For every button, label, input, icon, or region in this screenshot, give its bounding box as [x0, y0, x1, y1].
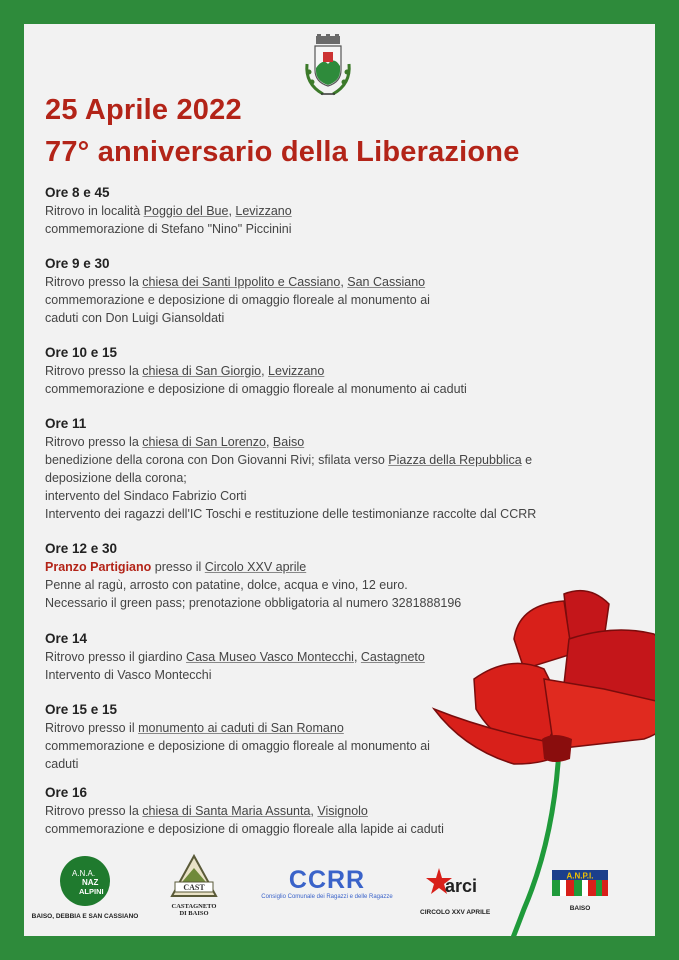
- event-line: [45, 451, 605, 469]
- text-span: ,: [265, 435, 273, 449]
- place-link[interactable]: chiesa di Santa Maria Assunta: [142, 804, 311, 818]
- text-span: commemorazione di Stefano "Nino" Piccinini: [45, 222, 292, 236]
- event-line: [45, 558, 605, 576]
- place-link[interactable]: Piazza della Repubblica: [388, 453, 522, 467]
- event-line: [45, 487, 605, 505]
- event-time: Ore 15 e 15: [45, 702, 118, 717]
- event-time: Ore 11: [45, 416, 87, 431]
- text-span: commemorazione e deposizione di omaggio floreale al monumento ai: [45, 293, 430, 307]
- ccrr-logo: [252, 866, 402, 900]
- text-span: Intervento di Vasco Montecchi: [45, 668, 212, 682]
- municipal-crest-icon: [301, 34, 355, 100]
- event-time: Ore 8 e 45: [45, 185, 110, 200]
- anpi-mark: A.N.P.I.: [566, 871, 594, 881]
- event-time: Ore 9 e 30: [45, 256, 110, 271]
- text-span: Ritrovo presso la: [45, 435, 143, 449]
- text-span: intervento del Sindaco Fabrizio Corti: [45, 489, 247, 503]
- title-anniversary: 77° anniversario della Liberazione: [45, 136, 520, 168]
- text-span: ,: [353, 650, 361, 664]
- text-span: ,: [340, 275, 348, 289]
- cast-caption-2: DI BAISO: [179, 910, 209, 917]
- event-time: Ore 14: [45, 631, 88, 646]
- place-link[interactable]: Baiso: [272, 435, 305, 449]
- place-link[interactable]: chiesa dei Santi Ippolito e Cassiano: [142, 275, 341, 289]
- event-time: Ore 12 e 30: [45, 541, 118, 556]
- cast-logo: [164, 852, 224, 917]
- text-span: ,: [310, 804, 318, 818]
- text-span: Necessario il green pass; prenotazione obbligatoria al numero 3281888196: [45, 596, 462, 610]
- alpini-badge-icon: [58, 854, 112, 908]
- arci-mark: arci: [445, 876, 478, 896]
- text-span: Ritrovo presso la: [45, 275, 143, 289]
- event-line: [45, 309, 605, 327]
- title-date: 25 Aprile 2022: [45, 94, 242, 126]
- text-span: Ritrovo presso la: [45, 804, 143, 818]
- event-line: [45, 273, 605, 291]
- text-span: Penne al ragù, arrosto con patatine, dolce, acqua e vino, 12 euro.: [45, 578, 408, 592]
- event-item: [45, 255, 605, 327]
- event-line: [45, 433, 605, 451]
- alpini-text: NAZ: [82, 878, 99, 887]
- text-span: commemorazione e deposizione di omaggio floreale al monumento ai: [45, 739, 430, 753]
- text-span: presso il: [151, 560, 205, 574]
- alpini-caption: BAISO, DEBBIA E SAN CASSIANO: [31, 913, 139, 920]
- place-link[interactable]: Castagneto: [360, 650, 425, 664]
- place-link[interactable]: chiesa di San Lorenzo: [142, 435, 266, 449]
- place-link[interactable]: monumento ai caduti di San Romano: [138, 721, 344, 735]
- text-span: caduti con Don Luigi Giansoldati: [45, 311, 225, 325]
- cast-mountain-icon: [169, 852, 219, 898]
- text-span: commemorazione e deposizione di omaggio floreale al monumento ai caduti: [45, 382, 467, 396]
- anpi-caption: BAISO: [569, 905, 591, 912]
- alpini-text2: ALPINI: [79, 887, 104, 896]
- text-span: caduti: [45, 757, 79, 771]
- ccrr-mark: CCRR: [288, 866, 366, 894]
- event-line: [45, 380, 605, 398]
- place-link[interactable]: Visignolo: [317, 804, 368, 818]
- text-span: Ritrovo presso la: [45, 364, 143, 378]
- place-link[interactable]: Casa Museo Vasco Montecchi: [186, 650, 354, 664]
- event-line: [45, 202, 605, 220]
- place-link[interactable]: Levizzano: [268, 364, 325, 378]
- alpini-logo: [30, 854, 140, 920]
- lunch-highlight: Pranzo Partigiano: [45, 560, 152, 574]
- text-span: Ritrovo presso il: [45, 721, 139, 735]
- event-item: [45, 415, 605, 523]
- place-link[interactable]: chiesa di San Giorgio: [142, 364, 262, 378]
- text-span: benedizione della corona con Don Giovanni Rivi; sfilata verso: [45, 453, 389, 467]
- event-time: Ore 16: [45, 785, 88, 800]
- place-link[interactable]: Levizzano: [235, 204, 292, 218]
- cast-mark: CAST: [183, 883, 205, 892]
- arci-star-icon: [425, 864, 485, 904]
- anpi-flag-icon: [550, 870, 610, 900]
- event-line: [45, 469, 605, 487]
- anpi-logo: [545, 870, 615, 912]
- ccrr-caption: Consiglio Comunale dei Ragazzi e delle Ragazze: [261, 894, 393, 900]
- text-span: ,: [228, 204, 236, 218]
- place-link[interactable]: Circolo XXV aprile: [204, 560, 307, 574]
- sponsor-logos: [24, 844, 655, 936]
- event-item: [45, 344, 605, 398]
- event-line: [45, 362, 605, 380]
- event-item: [45, 184, 605, 238]
- alpini-mark: A.N.A.: [72, 869, 96, 878]
- place-link[interactable]: San Cassiano: [347, 275, 426, 289]
- text-span: Ritrovo presso il giardino: [45, 650, 187, 664]
- text-span: deposizione della corona;: [45, 471, 187, 485]
- event-line: [45, 291, 605, 309]
- text-span: Intervento dei ragazzi dell'IC Toschi e restituzione delle testimonianze raccolte dal CCRR: [45, 507, 537, 521]
- text-span: e: [521, 453, 533, 467]
- place-link[interactable]: Poggio del Bue: [143, 204, 229, 218]
- text-span: commemorazione e deposizione di omaggio floreale alla lapide ai caduti: [45, 822, 444, 836]
- event-time: Ore 10 e 15: [45, 345, 118, 360]
- text-span: Ritrovo in località: [45, 204, 144, 218]
- poster-sheet: [24, 24, 655, 936]
- cast-caption-1: CASTAGNETO: [171, 903, 217, 910]
- text-span: ,: [261, 364, 269, 378]
- arci-logo: [420, 864, 490, 916]
- event-line: [45, 505, 605, 523]
- event-line: [45, 220, 605, 238]
- arci-caption: CIRCOLO XXV APRILE: [420, 909, 491, 916]
